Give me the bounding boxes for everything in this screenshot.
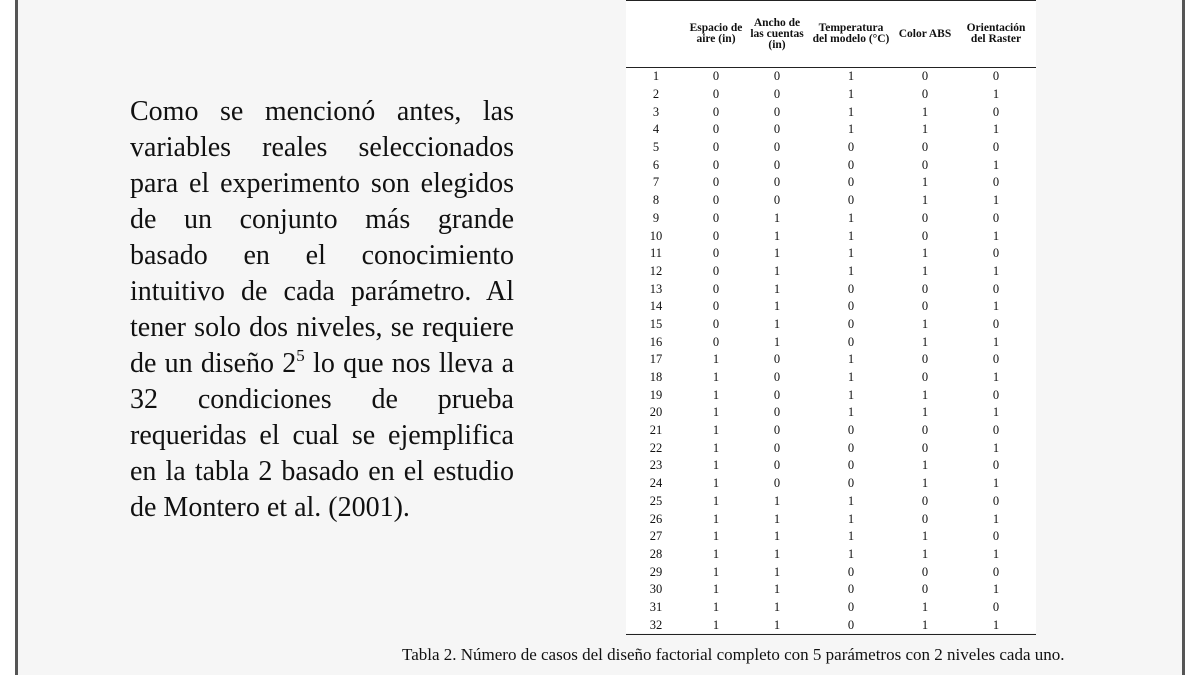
row-number-cell: 19 bbox=[649, 387, 663, 402]
paragraph-superscript: 5 bbox=[296, 346, 305, 365]
table-cell: 1 bbox=[992, 476, 1000, 491]
table-row bbox=[626, 103, 1036, 121]
table-caption: Tabla 2. Número de casos del diseño factorial completo con 5 parámetros con 2 niveles cada uno. bbox=[402, 645, 1065, 664]
table-cell: 1 bbox=[921, 387, 929, 402]
table-cell: 0 bbox=[773, 104, 781, 119]
body-paragraph bbox=[130, 94, 514, 526]
table-cell: 0 bbox=[921, 493, 929, 508]
table-row bbox=[626, 510, 1036, 528]
table-cell: 0 bbox=[712, 157, 720, 172]
table-cell: 1 bbox=[773, 582, 781, 597]
table-row bbox=[626, 333, 1036, 351]
table-header-row bbox=[626, 1, 1036, 68]
table-cell: 1 bbox=[847, 493, 855, 508]
table-cell: 1 bbox=[992, 299, 1000, 314]
table-cell: 1 bbox=[746, 616, 808, 634]
table-cell: 1 bbox=[921, 599, 929, 614]
table-row bbox=[626, 174, 1036, 192]
table-cell: 1 bbox=[773, 511, 781, 526]
table-row bbox=[626, 457, 1036, 475]
table-cell: 0 bbox=[847, 564, 855, 579]
table-cell: 0 bbox=[992, 458, 1000, 473]
row-number-cell: 10 bbox=[649, 228, 663, 243]
table-cell: 0 bbox=[712, 246, 720, 261]
table-cell: 1 bbox=[712, 493, 720, 508]
column-header-raster-orientation: Orientación del Raster bbox=[956, 1, 1036, 68]
row-number-cell: 26 bbox=[649, 511, 663, 526]
table-cell: 1 bbox=[956, 616, 1036, 634]
table-cell: 1 bbox=[712, 405, 720, 420]
row-number-cell: 25 bbox=[649, 493, 663, 508]
table-cell: 0 bbox=[847, 599, 855, 614]
table-cell: 1 bbox=[992, 263, 1000, 278]
row-number-cell: 15 bbox=[649, 316, 663, 331]
table-panel bbox=[626, 0, 1036, 633]
row-number-cell: 28 bbox=[649, 546, 663, 561]
table-cell: 0 bbox=[992, 423, 1000, 438]
table-cell: 0 bbox=[712, 193, 720, 208]
table-cell: 0 bbox=[712, 228, 720, 243]
table-cell: 1 bbox=[847, 529, 855, 544]
table-cell: 1 bbox=[773, 546, 781, 561]
row-number-cell: 24 bbox=[649, 476, 663, 491]
table-cell: 1 bbox=[712, 546, 720, 561]
slide-right-border bbox=[1182, 0, 1185, 675]
table-cell: 0 bbox=[921, 352, 929, 367]
table-cell: 1 bbox=[992, 546, 1000, 561]
table-cell: 0 bbox=[921, 511, 929, 526]
table-cell: 1 bbox=[992, 440, 1000, 455]
table-cell: 1 bbox=[921, 246, 929, 261]
table-cell: 1 bbox=[773, 529, 781, 544]
table-cell: 0 bbox=[712, 104, 720, 119]
table-cell: 0 bbox=[773, 122, 781, 137]
paragraph-text-before: Como se mencionó antes, las variables reales seleccionados para el experimento son elegidos de un conjunto más grande basado en el conocimiento intuitivo de cada parámetro. Al tener solo dos niveles, se requiere de un diseño 2 bbox=[130, 96, 514, 379]
table-cell: 1 bbox=[712, 564, 720, 579]
table-cell: 1 bbox=[712, 440, 720, 455]
table-cell: 1 bbox=[847, 210, 855, 225]
table-cell: 0 bbox=[992, 104, 1000, 119]
table-cell: 1 bbox=[773, 299, 781, 314]
table-cell: 0 bbox=[847, 175, 855, 190]
table-cell: 0 bbox=[992, 210, 1000, 225]
table-cell: 1 bbox=[992, 405, 1000, 420]
table-cell: 0 bbox=[712, 69, 720, 84]
table-cell: 1 bbox=[921, 193, 929, 208]
paragraph-text-after: lo que nos lleva a 32 condiciones de prueba requeridas el cual se ejemplifica en la tabla 2 basado en el estudio de Montero et al. (2001). bbox=[130, 348, 515, 523]
column-header-bead-width: Ancho de las cuentas (in) bbox=[746, 1, 808, 68]
row-number-cell: 18 bbox=[649, 370, 663, 385]
table-cell: 0 bbox=[712, 175, 720, 190]
table-row bbox=[626, 422, 1036, 440]
table-cell: 1 bbox=[712, 387, 720, 402]
table-cell: 0 bbox=[712, 334, 720, 349]
table-cell: 1 bbox=[847, 228, 855, 243]
table-cell: 1 bbox=[712, 352, 720, 367]
table-cell: 1 bbox=[894, 616, 956, 634]
table-cell: 0 bbox=[992, 493, 1000, 508]
table-cell: 0 bbox=[847, 140, 855, 155]
table-cell: 0 bbox=[992, 281, 1000, 296]
table-cell: 1 bbox=[921, 334, 929, 349]
row-number-cell: 14 bbox=[649, 299, 663, 314]
table-cell: 1 bbox=[847, 405, 855, 420]
table-cell: 1 bbox=[847, 104, 855, 119]
table-cell: 0 bbox=[992, 175, 1000, 190]
table-cell: 1 bbox=[686, 616, 746, 634]
table-row bbox=[626, 386, 1036, 404]
table-cell: 0 bbox=[773, 193, 781, 208]
table-cell: 0 bbox=[847, 440, 855, 455]
table-cell: 1 bbox=[992, 334, 1000, 349]
row-number-cell: 4 bbox=[652, 122, 660, 137]
table-cell: 1 bbox=[921, 458, 929, 473]
table-row bbox=[626, 156, 1036, 174]
table-cell: 1 bbox=[847, 546, 855, 561]
table-cell: 1 bbox=[847, 87, 855, 102]
row-number-cell: 27 bbox=[649, 529, 663, 544]
table-cell: 0 bbox=[847, 281, 855, 296]
table-cell: 1 bbox=[992, 193, 1000, 208]
table-cell: 1 bbox=[712, 529, 720, 544]
table-row bbox=[626, 528, 1036, 546]
table-cell: 1 bbox=[773, 334, 781, 349]
table-cell: 1 bbox=[712, 511, 720, 526]
table-cell: 0 bbox=[992, 529, 1000, 544]
table-row bbox=[626, 121, 1036, 139]
row-number-cell: 11 bbox=[649, 246, 663, 261]
table-cell: 1 bbox=[992, 511, 1000, 526]
table-cell: 1 bbox=[921, 122, 929, 137]
table-cell: 1 bbox=[773, 263, 781, 278]
table-row bbox=[626, 210, 1036, 228]
table-cell: 0 bbox=[808, 616, 894, 634]
table-row bbox=[626, 369, 1036, 387]
table-cell: 0 bbox=[992, 140, 1000, 155]
table-cell: 0 bbox=[921, 564, 929, 579]
table-cell: 0 bbox=[921, 299, 929, 314]
table-cell: 0 bbox=[847, 193, 855, 208]
row-number-cell: 20 bbox=[649, 405, 663, 420]
table-cell: 1 bbox=[921, 546, 929, 561]
slide-left-border bbox=[15, 0, 18, 675]
table-cell: 0 bbox=[847, 299, 855, 314]
row-number-cell: 1 bbox=[652, 69, 660, 84]
table-cell: 1 bbox=[847, 387, 855, 402]
table-cell: 1 bbox=[992, 228, 1000, 243]
row-number-cell: 30 bbox=[649, 582, 663, 597]
table-cell: 0 bbox=[992, 69, 1000, 84]
row-number-cell: 21 bbox=[649, 423, 663, 438]
table-cell: 0 bbox=[992, 564, 1000, 579]
table-cell: 0 bbox=[773, 458, 781, 473]
table-cell: 0 bbox=[712, 281, 720, 296]
table-row bbox=[626, 546, 1036, 564]
table-cell: 1 bbox=[773, 599, 781, 614]
row-number-cell: 3 bbox=[652, 104, 660, 119]
table-cell: 1 bbox=[921, 104, 929, 119]
table-row bbox=[626, 439, 1036, 457]
table-cell: 1 bbox=[921, 476, 929, 491]
table-cell: 0 bbox=[773, 352, 781, 367]
row-number-cell: 32 bbox=[626, 616, 686, 634]
table-cell: 0 bbox=[992, 246, 1000, 261]
table-cell: 1 bbox=[773, 281, 781, 296]
table-cell: 0 bbox=[712, 299, 720, 314]
factorial-design-table bbox=[626, 0, 1036, 635]
table-body bbox=[626, 68, 1036, 635]
table-cell: 0 bbox=[992, 352, 1000, 367]
table-cell: 0 bbox=[847, 458, 855, 473]
table-row bbox=[626, 86, 1036, 104]
table-cell: 0 bbox=[773, 440, 781, 455]
table-cell: 0 bbox=[712, 316, 720, 331]
column-header-case-number bbox=[626, 1, 686, 68]
table-cell: 0 bbox=[773, 387, 781, 402]
table-cell: 1 bbox=[847, 122, 855, 137]
row-number-cell: 12 bbox=[649, 263, 663, 278]
table-cell: 1 bbox=[992, 157, 1000, 172]
table-cell: 1 bbox=[992, 370, 1000, 385]
table-row bbox=[626, 316, 1036, 334]
column-header-abs-color: Color ABS bbox=[894, 1, 956, 68]
row-number-cell: 17 bbox=[649, 352, 663, 367]
table-cell: 0 bbox=[921, 210, 929, 225]
table-cell: 1 bbox=[712, 423, 720, 438]
table-cell: 0 bbox=[847, 476, 855, 491]
table-cell: 1 bbox=[712, 458, 720, 473]
table-cell: 1 bbox=[712, 599, 720, 614]
table-row bbox=[626, 616, 1036, 634]
table-cell: 1 bbox=[847, 370, 855, 385]
table-cell: 1 bbox=[921, 316, 929, 331]
table-cell: 1 bbox=[847, 352, 855, 367]
row-number-cell: 29 bbox=[649, 564, 663, 579]
table-cell: 0 bbox=[992, 316, 1000, 331]
table-row bbox=[626, 263, 1036, 281]
table-cell: 1 bbox=[992, 87, 1000, 102]
table-cell: 0 bbox=[773, 69, 781, 84]
table-cell: 1 bbox=[847, 246, 855, 261]
table-cell: 1 bbox=[921, 529, 929, 544]
table-cell: 0 bbox=[712, 210, 720, 225]
table-cell: 0 bbox=[847, 334, 855, 349]
table-cell: 0 bbox=[921, 69, 929, 84]
table-cell: 1 bbox=[773, 210, 781, 225]
table-row bbox=[626, 475, 1036, 493]
row-number-cell: 6 bbox=[652, 157, 660, 172]
row-number-cell: 23 bbox=[649, 458, 663, 473]
row-number-cell: 8 bbox=[652, 193, 660, 208]
table-cell: 1 bbox=[773, 228, 781, 243]
table-cell: 1 bbox=[712, 370, 720, 385]
table-cell: 0 bbox=[921, 228, 929, 243]
row-number-cell: 7 bbox=[652, 175, 660, 190]
table-cell: 0 bbox=[773, 87, 781, 102]
table-cell: 0 bbox=[847, 423, 855, 438]
table-cell: 1 bbox=[773, 316, 781, 331]
table-cell: 1 bbox=[773, 564, 781, 579]
table-cell: 1 bbox=[773, 493, 781, 508]
table-cell: 0 bbox=[712, 87, 720, 102]
table-cell: 1 bbox=[921, 263, 929, 278]
table-cell: 0 bbox=[773, 370, 781, 385]
table-row bbox=[626, 245, 1036, 263]
table-cell: 0 bbox=[921, 423, 929, 438]
table-cell: 0 bbox=[712, 263, 720, 278]
table-cell: 0 bbox=[992, 387, 1000, 402]
column-header-model-temperature: Temperatura del modelo (°C) bbox=[808, 1, 894, 68]
table-cell: 0 bbox=[847, 316, 855, 331]
row-number-cell: 31 bbox=[649, 599, 663, 614]
table-row bbox=[626, 563, 1036, 581]
table-cell: 0 bbox=[921, 582, 929, 597]
table-cell: 1 bbox=[712, 476, 720, 491]
row-number-cell: 2 bbox=[652, 87, 660, 102]
table-cell: 0 bbox=[921, 370, 929, 385]
table-cell: 1 bbox=[992, 582, 1000, 597]
table-row bbox=[626, 227, 1036, 245]
table-row bbox=[626, 581, 1036, 599]
table-cell: 0 bbox=[992, 599, 1000, 614]
table-row bbox=[626, 139, 1036, 157]
table-cell: 0 bbox=[921, 440, 929, 455]
table-cell: 0 bbox=[773, 175, 781, 190]
table-cell: 0 bbox=[773, 140, 781, 155]
table-cell: 1 bbox=[992, 122, 1000, 137]
table-cell: 1 bbox=[847, 511, 855, 526]
table-row bbox=[626, 493, 1036, 511]
table-cell: 0 bbox=[847, 582, 855, 597]
table-cell: 1 bbox=[712, 582, 720, 597]
table-row bbox=[626, 404, 1036, 422]
row-number-cell: 13 bbox=[649, 281, 663, 296]
table-cell: 0 bbox=[921, 281, 929, 296]
table-row bbox=[626, 280, 1036, 298]
table-cell: 1 bbox=[921, 175, 929, 190]
table-row bbox=[626, 351, 1036, 369]
table-cell: 0 bbox=[847, 157, 855, 172]
table-cell: 1 bbox=[847, 69, 855, 84]
table-row bbox=[626, 192, 1036, 210]
row-number-cell: 16 bbox=[649, 334, 663, 349]
column-header-air-gap: Espacio de aire (in) bbox=[686, 1, 746, 68]
table-cell: 1 bbox=[921, 405, 929, 420]
table-cell: 0 bbox=[921, 140, 929, 155]
table-cell: 1 bbox=[773, 246, 781, 261]
row-number-cell: 5 bbox=[652, 140, 660, 155]
table-cell: 0 bbox=[712, 140, 720, 155]
table-cell: 0 bbox=[773, 476, 781, 491]
row-number-cell: 22 bbox=[649, 440, 663, 455]
table-cell: 0 bbox=[921, 157, 929, 172]
table-cell: 0 bbox=[773, 423, 781, 438]
table-cell: 0 bbox=[712, 122, 720, 137]
table-cell: 0 bbox=[773, 405, 781, 420]
table-row bbox=[626, 298, 1036, 316]
table-cell: 0 bbox=[921, 87, 929, 102]
table-cell: 1 bbox=[847, 263, 855, 278]
table-row bbox=[626, 599, 1036, 617]
table-row bbox=[626, 68, 1036, 86]
table-cell: 0 bbox=[773, 157, 781, 172]
row-number-cell: 9 bbox=[652, 210, 660, 225]
